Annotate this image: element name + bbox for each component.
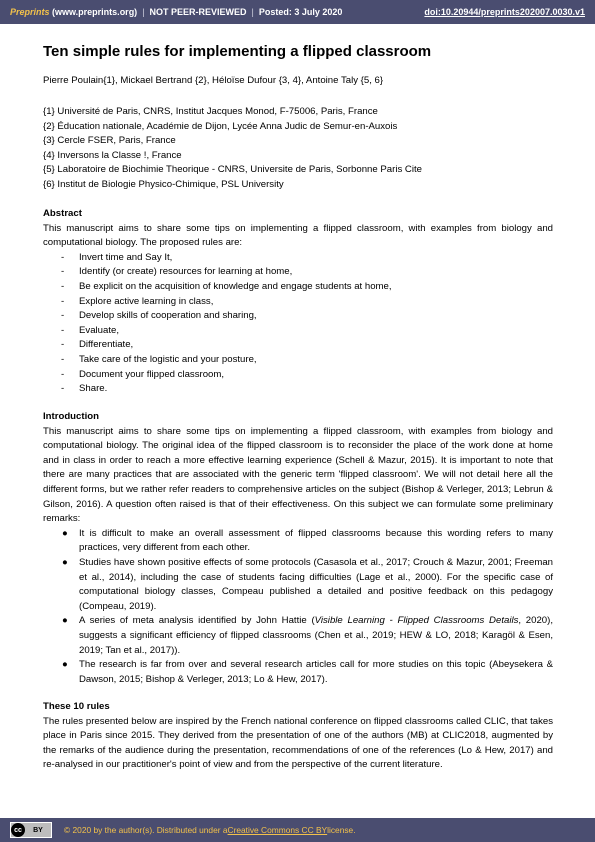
rule-text: Share. bbox=[79, 383, 108, 395]
introduction-text: This manuscript aims to share some tips on implementing a flipped classroom, with examples from biology and computational biology. The original idea of the flipped classroom is to reconsider the place of the work done at home and in class in order to reach a more effective learning experience (Schell & Mazur, 2015). It is important to note that there are many practices that are associated with the generic term 'flipped classroom'. We will not detail here all the different forms, but we rather refer readers to comprehensive articles on the subject (Bishop & Verleger, 2013; Lebrun & Gilson, 2016). A question often raised is that of their effectiveness. On this subject we can formulate some preliminary remarks: bbox=[43, 425, 553, 525]
cc-by-badge[interactable] bbox=[10, 822, 52, 838]
rules-list bbox=[43, 251, 553, 397]
dash-marker: - bbox=[61, 251, 65, 263]
rule-item bbox=[43, 324, 553, 339]
rule-text: Be explicit on the acquisition of knowledge and engage students at home, bbox=[79, 280, 392, 292]
remarks-list bbox=[43, 527, 553, 688]
rule-text: Document your flipped classroom, bbox=[79, 368, 225, 380]
license-footer-bar bbox=[0, 818, 595, 842]
rule-item bbox=[43, 280, 553, 295]
attribution-icon: BY bbox=[33, 826, 43, 834]
doi-link[interactable]: doi:10.20944/preprints202007.0030.v1 bbox=[424, 7, 585, 17]
affiliation: {3} Cercle FSER, Paris, France bbox=[43, 135, 176, 147]
preprints-brand[interactable] bbox=[10, 7, 137, 17]
introduction-section bbox=[43, 410, 553, 687]
rule-text: Develop skills of cooperation and sharing, bbox=[79, 310, 257, 322]
rule-item bbox=[43, 251, 553, 266]
rule-item bbox=[43, 295, 553, 310]
rule-text: Take care of the logistic and your posture, bbox=[79, 353, 257, 365]
license-link[interactable]: Creative Commons CC BY bbox=[227, 825, 328, 835]
header-separator: | bbox=[142, 7, 145, 17]
copyright-suffix: license. bbox=[327, 825, 356, 835]
remark-item bbox=[43, 556, 553, 614]
creative-commons-icon: cc bbox=[11, 823, 25, 837]
rule-item bbox=[43, 265, 553, 280]
brand-name: Preprints bbox=[10, 7, 50, 17]
abstract-text: This manuscript aims to share some tips on implementing a flipped classroom, with examples from biology and computational biology. The proposed rules are: bbox=[43, 222, 553, 249]
bullet-marker: ● bbox=[62, 659, 68, 671]
preprint-header-bar bbox=[0, 0, 595, 24]
rule-text: Differentiate, bbox=[79, 339, 134, 351]
bullet-marker: ● bbox=[62, 556, 68, 568]
review-status: NOT PEER-REVIEWED bbox=[149, 7, 247, 17]
remark-item bbox=[43, 527, 553, 556]
remark-text: Studies have shown positive effects of some protocols (Casasola et al., 2017; Crouch & Mazur, 2001; Freeman et al., 2014), including the case of students facing difficulties (Lage et al., 2000). For the specific case of computational biology classes, Compeau published a detailed and positive feedback on this pedagogy (Compeau, 2019). bbox=[79, 556, 553, 612]
abstract-section bbox=[43, 207, 553, 397]
abstract-heading: Abstract bbox=[43, 208, 82, 219]
brand-url: (www.preprints.org) bbox=[49, 7, 138, 17]
dash-marker: - bbox=[61, 383, 65, 395]
ten-rules-section bbox=[43, 700, 553, 773]
rule-item bbox=[43, 382, 553, 397]
rule-item bbox=[43, 309, 553, 324]
author-list: Pierre Poulain{1}, Mickael Bertrand {2}, Héloïse Dufour {3, 4}, Antoine Taly {5, 6} bbox=[43, 75, 384, 86]
header-separator: | bbox=[251, 7, 254, 17]
posted-date: Posted: 3 July 2020 bbox=[258, 7, 343, 17]
rule-item bbox=[43, 338, 553, 353]
remark-item bbox=[43, 614, 553, 658]
affiliation: {2} Éducation nationale, Académie de Dijon, Lycée Anna Judic de Semur-en-Auxois bbox=[43, 120, 398, 132]
introduction-heading: Introduction bbox=[43, 411, 99, 422]
remark-text-tail: , 2020), suggests a significant efficiency of flipped classrooms (Chen et al., 2019; HEW & LO, 2018; Karagöl & Esen, 2019; Tan et al., 2017)). bbox=[79, 615, 553, 656]
dash-marker: - bbox=[61, 295, 65, 307]
bullet-marker: ● bbox=[62, 615, 68, 627]
dash-marker: - bbox=[61, 280, 65, 292]
affiliation: {1} Université de Paris, CNRS, Institut Jacques Monod, F-75006, Paris, France bbox=[43, 106, 378, 117]
remark-text: It is difficult to make an overall assessment of flipped classrooms because this wording refers to many practices, very different from each other. bbox=[79, 527, 553, 554]
ten-rules-heading: These 10 rules bbox=[43, 701, 110, 712]
remark-item bbox=[43, 658, 553, 687]
paper-title: Ten simple rules for implementing a flipped classroom bbox=[43, 43, 432, 60]
remark-text: The research is far from over and several research articles call for more studies on this topic (Abeysekera & Dawson, 2015; Bishop & Verleger, 2013; Lo & Hew, 2017). bbox=[79, 659, 553, 685]
remark-text: A series of meta analysis identified by John Hattie ( bbox=[79, 615, 315, 627]
rule-text: Evaluate, bbox=[79, 324, 120, 336]
bullet-marker: ● bbox=[62, 527, 68, 539]
rule-text: Invert time and Say It, bbox=[79, 251, 173, 263]
ten-rules-text: The rules presented below are inspired by the French national conference on flipped classrooms called CLIC, that takes place in Paris since 2015. They derived from the presentation of one of the authors (MB) at CLIC2018, augmented by the remarks of the audience during the presentation, recommendations of one of the references (Lo & Hew, 2017) and re-analysed in our practitioner's point of view and from the perspective of the current literature. bbox=[43, 715, 553, 771]
affiliation-list bbox=[43, 105, 422, 193]
dash-marker: - bbox=[61, 310, 65, 322]
dash-marker: - bbox=[61, 353, 65, 365]
rule-item bbox=[43, 368, 553, 383]
affiliation: {6} Institut de Biologie Physico-Chimique, PSL University bbox=[43, 178, 284, 190]
affiliation: {5} Laboratoire de Biochimie Theorique - CNRS, Universite de Paris, Sorbonne Paris Cite bbox=[43, 164, 422, 176]
dash-marker: - bbox=[61, 266, 65, 278]
dash-marker: - bbox=[61, 339, 65, 351]
affiliation: {4} Inversons la Classe !, France bbox=[43, 149, 182, 161]
rule-text: Identify (or create) resources for learning at home, bbox=[79, 266, 293, 278]
dash-marker: - bbox=[61, 368, 65, 380]
remark-emphasis: Visible Learning - Flipped Classrooms Details bbox=[314, 615, 519, 627]
copyright-prefix: © 2020 by the author(s). Distributed under a bbox=[64, 825, 228, 835]
rule-text: Explore active learning in class, bbox=[79, 295, 214, 307]
rule-item bbox=[43, 353, 553, 368]
dash-marker: - bbox=[61, 324, 65, 336]
